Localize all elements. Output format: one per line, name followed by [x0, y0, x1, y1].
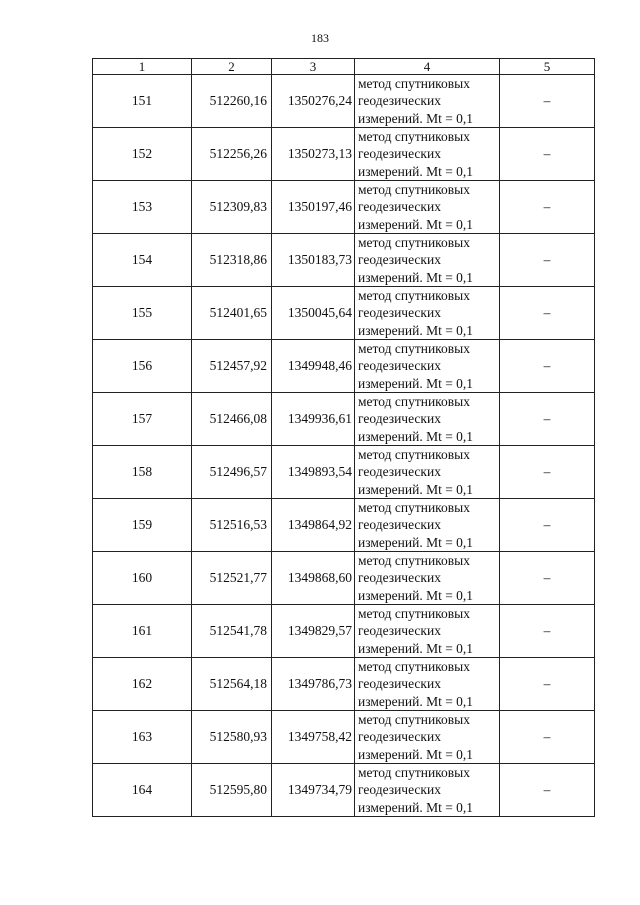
x-coordinate-cell: 512580,93 [192, 711, 272, 764]
table-body [93, 59, 595, 817]
method-line: измерений. Mt = 0,1 [358, 110, 474, 126]
point-number-cell: 160 [93, 552, 192, 605]
y-coordinate-cell: 1349786,73 [272, 658, 355, 711]
method-line: метод спутниковых [358, 606, 470, 622]
method-cell [355, 287, 500, 340]
method-line: метод спутниковых [358, 447, 470, 463]
method-cell [355, 340, 500, 393]
y-coordinate-cell: 1349864,92 [272, 499, 355, 552]
method-cell [355, 499, 500, 552]
method-line: измерений. Mt = 0,1 [358, 322, 474, 338]
table-row [93, 605, 595, 658]
method-line: метод спутниковых [358, 765, 470, 781]
method-line: геодезических [358, 305, 441, 321]
note-cell: – [500, 446, 595, 499]
table-row [93, 181, 595, 234]
method-line: измерений. Mt = 0,1 [358, 428, 474, 444]
note-cell: – [500, 605, 595, 658]
method-line: геодезических [358, 93, 441, 109]
method-line: геодезических [358, 358, 441, 374]
method-line: геодезических [358, 517, 441, 533]
table-row [93, 499, 595, 552]
table-row [93, 128, 595, 181]
method-line: геодезических [358, 570, 441, 586]
point-number-cell: 156 [93, 340, 192, 393]
method-line: геодезических [358, 464, 441, 480]
table-row [93, 393, 595, 446]
y-coordinate-cell: 1349829,57 [272, 605, 355, 658]
note-cell: – [500, 552, 595, 605]
table-header-row [93, 59, 595, 75]
point-number-cell: 164 [93, 764, 192, 817]
point-number-cell: 153 [93, 181, 192, 234]
column-header-3: 3 [272, 59, 355, 75]
method-line: метод спутниковых [358, 553, 470, 569]
table-row [93, 75, 595, 128]
note-cell: – [500, 711, 595, 764]
point-number-cell: 158 [93, 446, 192, 499]
method-cell [355, 181, 500, 234]
method-line: измерений. Mt = 0,1 [358, 216, 474, 232]
note-cell: – [500, 393, 595, 446]
page-number: 183 [311, 31, 329, 45]
x-coordinate-cell: 512260,16 [192, 75, 272, 128]
y-coordinate-cell: 1349948,46 [272, 340, 355, 393]
x-coordinate-cell: 512466,08 [192, 393, 272, 446]
x-coordinate-cell: 512541,78 [192, 605, 272, 658]
column-header-1: 1 [93, 59, 192, 75]
method-line: метод спутниковых [358, 500, 470, 516]
method-line: измерений. Mt = 0,1 [358, 269, 474, 285]
y-coordinate-cell: 1349936,61 [272, 393, 355, 446]
y-coordinate-cell: 1349868,60 [272, 552, 355, 605]
method-line: измерений. Mt = 0,1 [358, 534, 474, 550]
x-coordinate-cell: 512309,83 [192, 181, 272, 234]
note-cell: – [500, 764, 595, 817]
coordinates-table [92, 58, 595, 817]
note-cell: – [500, 287, 595, 340]
table-row [93, 340, 595, 393]
method-line: метод спутниковых [358, 235, 470, 251]
note-cell: – [500, 181, 595, 234]
method-line: метод спутниковых [358, 129, 470, 145]
x-coordinate-cell: 512595,80 [192, 764, 272, 817]
y-coordinate-cell: 1350273,13 [272, 128, 355, 181]
method-line: геодезических [358, 199, 441, 215]
method-line: геодезических [358, 146, 441, 162]
table-row [93, 764, 595, 817]
note-cell: – [500, 499, 595, 552]
y-coordinate-cell: 1349893,54 [272, 446, 355, 499]
point-number-cell: 155 [93, 287, 192, 340]
method-cell [355, 764, 500, 817]
point-number-cell: 154 [93, 234, 192, 287]
table-row [93, 658, 595, 711]
y-coordinate-cell: 1349734,79 [272, 764, 355, 817]
method-line: метод спутниковых [358, 712, 470, 728]
method-line: измерений. Mt = 0,1 [358, 481, 474, 497]
note-cell: – [500, 340, 595, 393]
method-line: геодезических [358, 411, 441, 427]
column-header-2: 2 [192, 59, 272, 75]
x-coordinate-cell: 512496,57 [192, 446, 272, 499]
method-line: измерений. Mt = 0,1 [358, 587, 474, 603]
note-cell: – [500, 658, 595, 711]
table-row [93, 287, 595, 340]
note-cell: – [500, 128, 595, 181]
method-cell [355, 75, 500, 128]
method-line: метод спутниковых [358, 182, 470, 198]
method-line: метод спутниковых [358, 659, 470, 675]
method-line: метод спутниковых [358, 288, 470, 304]
point-number-cell: 159 [93, 499, 192, 552]
x-coordinate-cell: 512318,86 [192, 234, 272, 287]
method-cell [355, 552, 500, 605]
column-header-5: 5 [500, 59, 595, 75]
table-row [93, 234, 595, 287]
column-header-4: 4 [355, 59, 500, 75]
method-line: геодезических [358, 676, 441, 692]
y-coordinate-cell: 1350276,24 [272, 75, 355, 128]
method-line: метод спутниковых [358, 76, 470, 92]
method-cell [355, 658, 500, 711]
table-row [93, 711, 595, 764]
method-line: метод спутниковых [358, 394, 470, 410]
x-coordinate-cell: 512564,18 [192, 658, 272, 711]
method-line: метод спутниковых [358, 341, 470, 357]
note-cell: – [500, 75, 595, 128]
method-line: геодезических [358, 782, 441, 798]
x-coordinate-cell: 512256,26 [192, 128, 272, 181]
method-cell [355, 393, 500, 446]
method-cell [355, 234, 500, 287]
point-number-cell: 163 [93, 711, 192, 764]
y-coordinate-cell: 1350045,64 [272, 287, 355, 340]
method-cell [355, 711, 500, 764]
method-line: геодезических [358, 252, 441, 268]
point-number-cell: 162 [93, 658, 192, 711]
point-number-cell: 157 [93, 393, 192, 446]
method-line: измерений. Mt = 0,1 [358, 640, 474, 656]
method-line: геодезических [358, 729, 441, 745]
method-line: измерений. Mt = 0,1 [358, 746, 474, 762]
point-number-cell: 152 [93, 128, 192, 181]
method-line: измерений. Mt = 0,1 [358, 375, 474, 391]
y-coordinate-cell: 1349758,42 [272, 711, 355, 764]
y-coordinate-cell: 1350197,46 [272, 181, 355, 234]
method-line: измерений. Mt = 0,1 [358, 799, 474, 815]
method-cell [355, 128, 500, 181]
method-line: геодезических [358, 623, 441, 639]
method-line: измерений. Mt = 0,1 [358, 693, 474, 709]
x-coordinate-cell: 512401,65 [192, 287, 272, 340]
y-coordinate-cell: 1350183,73 [272, 234, 355, 287]
method-line: измерений. Mt = 0,1 [358, 163, 474, 179]
x-coordinate-cell: 512457,92 [192, 340, 272, 393]
x-coordinate-cell: 512516,53 [192, 499, 272, 552]
method-cell [355, 446, 500, 499]
table-row [93, 446, 595, 499]
note-cell: – [500, 234, 595, 287]
table-row [93, 552, 595, 605]
method-cell [355, 605, 500, 658]
point-number-cell: 161 [93, 605, 192, 658]
x-coordinate-cell: 512521,77 [192, 552, 272, 605]
point-number-cell: 151 [93, 75, 192, 128]
